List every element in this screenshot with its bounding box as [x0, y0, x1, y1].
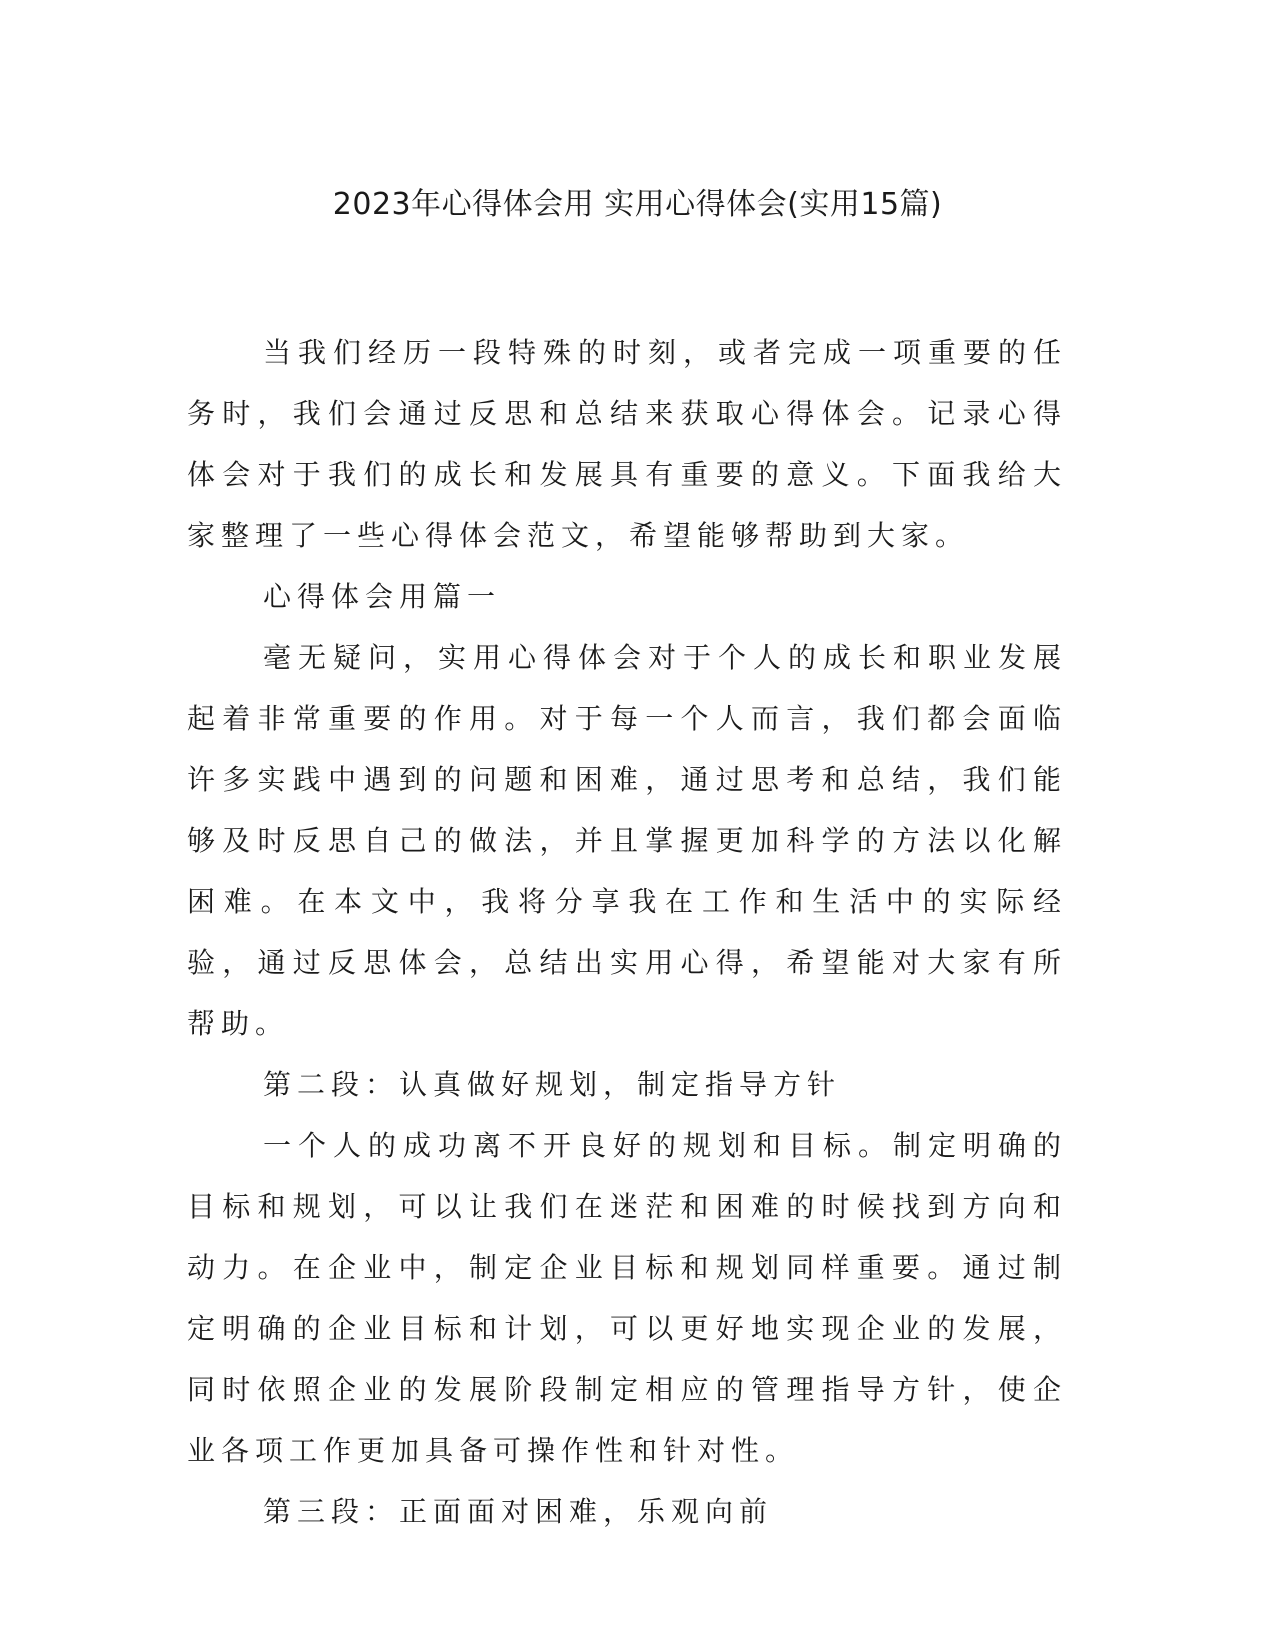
section-heading-1: 心得体会用篇一 [263, 580, 502, 613]
paragraph-2: 一个人的成功离不开良好的规划和目标。制定明确的目标和规划，可以让我们在迷茫和困难的时候找到方向和动力。在企业中，制定企业目标和规划同样重要。通过制定明确的企业目标和计划，可以更好地实现企业的发展，同时依照企业的发展阶段制定相应的管理指导方针，使企业各项工作更加具备可操作性和针对性。 [187, 1129, 1067, 1467]
document-body [187, 322, 1067, 1542]
paragraph-1: 毫无疑问，实用心得体会对于个人的成长和职业发展起着非常重要的作用。对于每一个人而言，我们都会面临许多实践中遇到的问题和困难，通过思考和总结，我们能够及时反思自己的做法，并且掌握更加科学的方法以化解困难。在本文中，我将分享我在工作和生活中的实际经验，通过反思体会，总结出实用心得，希望能对大家有所帮助。 [187, 641, 1067, 1040]
intro-paragraph: 当我们经历一段特殊的时刻，或者完成一项重要的任务时，我们会通过反思和总结来获取心得体会。记录心得体会对于我们的成长和发展具有重要的意义。下面我给大家整理了一些心得体会范文，希望能够帮助到大家。 [187, 336, 1067, 552]
section-heading-2: 第二段：认真做好规划，制定指导方针 [263, 1068, 842, 1101]
document-title: 2023年心得体会用 实用心得体会(实用15篇) [332, 187, 943, 222]
section-heading-3: 第三段：正面面对困难，乐观向前 [263, 1495, 774, 1528]
